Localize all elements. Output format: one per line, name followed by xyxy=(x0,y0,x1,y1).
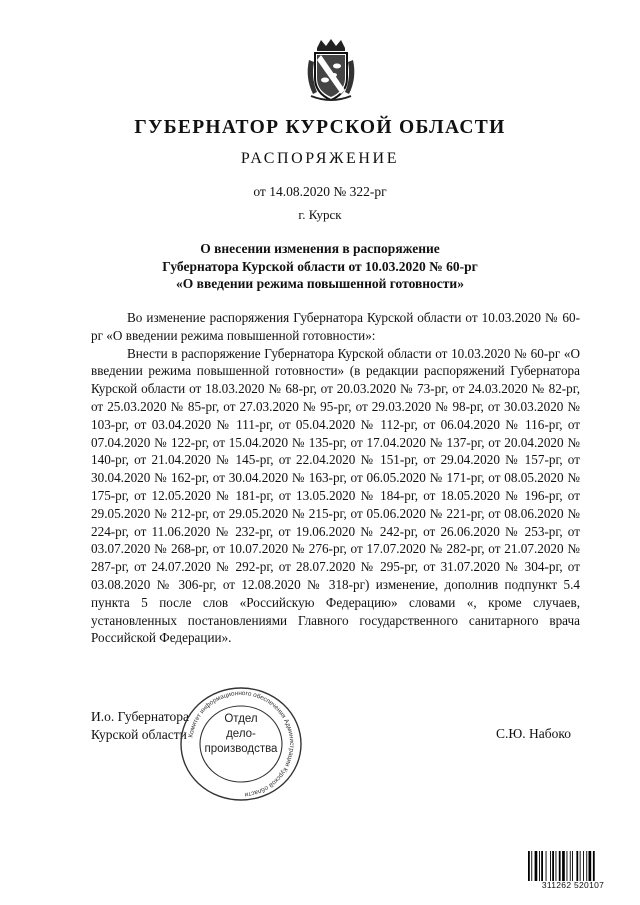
barcode-bar xyxy=(572,851,573,881)
signatory-position-line-1: И.о. Губернатора xyxy=(91,709,190,724)
barcode-bar xyxy=(541,851,543,881)
barcode-bar xyxy=(562,851,565,881)
subject-line-3: «О введении режима повышенной готовности» xyxy=(176,276,464,291)
barcode-bar xyxy=(576,851,578,881)
issuer-title: ГУБЕРНАТОР КУРСКОЙ ОБЛАСТИ xyxy=(134,117,506,138)
signatory-position-line-2: Курской области xyxy=(91,727,187,742)
barcode-bar xyxy=(583,851,584,881)
barcode-bar xyxy=(580,851,581,881)
barcode xyxy=(527,851,619,881)
document-number: от 14.08.2020 № 322-рг xyxy=(253,184,387,199)
subject-line-2: Губернатора Курской области от 10.03.2020 № 60-рг xyxy=(162,258,478,274)
subject-line-1: О внесении изменения в распоряжение xyxy=(200,241,440,256)
stamp-line-1: Отдел xyxy=(224,713,258,725)
barcode-bar xyxy=(531,851,532,881)
barcode-bar xyxy=(593,851,595,881)
stamp-inner-text xyxy=(178,712,304,757)
barcode-bar xyxy=(556,851,557,881)
kursk-coat-of-arms-icon xyxy=(303,38,359,104)
barcode-bar xyxy=(539,851,540,881)
barcode-bar xyxy=(586,851,587,881)
barcode-bar xyxy=(546,851,547,881)
document-city: г. Курск xyxy=(298,207,342,222)
stamp-line-3: производства xyxy=(204,743,278,755)
body-paragraph-1: Во изменение распоряжения Губернатора Курской области от 10.03.2020 № 60-рг «О введении режима повышенной готовности»: xyxy=(91,310,580,343)
barcode-bar xyxy=(528,851,530,881)
barcode-bar xyxy=(552,851,554,881)
document-body xyxy=(91,309,580,647)
document-subject xyxy=(0,240,640,293)
document-type: РАСПОРЯЖЕНИЕ xyxy=(240,150,400,167)
barcode-bar xyxy=(567,851,568,881)
barcode-bar xyxy=(570,851,571,881)
barcode-bar xyxy=(559,851,561,881)
signatory-name: С.Ю. Набоко xyxy=(496,726,571,741)
barcode-number: 311262 520107 xyxy=(541,880,605,890)
signatory-position xyxy=(91,708,189,744)
body-paragraph-2: Внести в распоряжение Губернатора Курской области от 10.03.2020 № 60-рг «О введении режима повышенной готовности» (в редакции распоряжений Губернатора Курской области от 18.03.2020 № 68-рг, от 20.03.2020 № 73-рг, от 24.03.2020 № 82-рг, от 25.03.2020 № 85-рг, от 27.03.2020 № 95-рг, от 29.03.2020 № 98-рг, от 30.03.2020 № 103-рг, от 03.04.2020 № 111-рг, от 05.04.2020 № 112-рг, от 06.04.2020 № 116-рг, от 07.04.2020 № 122-рг, от 15.04.2020 № 135-рг, от 17.04.2020 № 137-рг, от 20.04.2020 № 140-рг, от 21.04.2020 № 145-рг, от 22.04.2020 № 151-рг, от 29.04.2020 № 157-рг, от 30.04.2020 № 162-рг, от 30.04.2020 № 163-рг, от 06.05.2020 № 171-рг, от 08.05.2020 № 175-рг, от 12.05.2020 № 181-рг, от 13.05.2020 № 184-рг, от 18.05.2020 № 196-рг, от 29.05.2020 № 212-рг, от 29.05.2020 № 215-рг, от 05.06.2020 № 221-рг, от 08.06.2020 № 224-рг, от 11.06.2020 № 232-рг, от 19.06.2020 № 242-рг, от 26.06.2020 № 253-рг, от 03.07.2020 № 268-рг, от 10.07.2020 № 276-рг, от 17.07.2020 № 282-рг, от 21.07.2020 № 287-рг, от 24.07.2020 № 292-рг, от 28.07.2020 № 295-рг, от 31.07.2020 № 304-рг, от 03.08.2020 № 306-рг, от 12.08.2020 № 318-рг) изменение, дополнив подпункт 5.4 пункта 5 после слов «Российскую Федерацию» словами «, кроме случаев, установленных постановлениями Главного государственного санитарного врача Российской Федерации». xyxy=(91,345,580,646)
barcode-bar xyxy=(550,851,551,881)
barcode-bar xyxy=(589,851,592,881)
stamp-ring-text: Комитет информационного обеспечения Администрации Курской области xyxy=(187,689,296,798)
barcode-bar xyxy=(535,851,538,881)
stamp-line-2: дело- xyxy=(226,728,256,740)
